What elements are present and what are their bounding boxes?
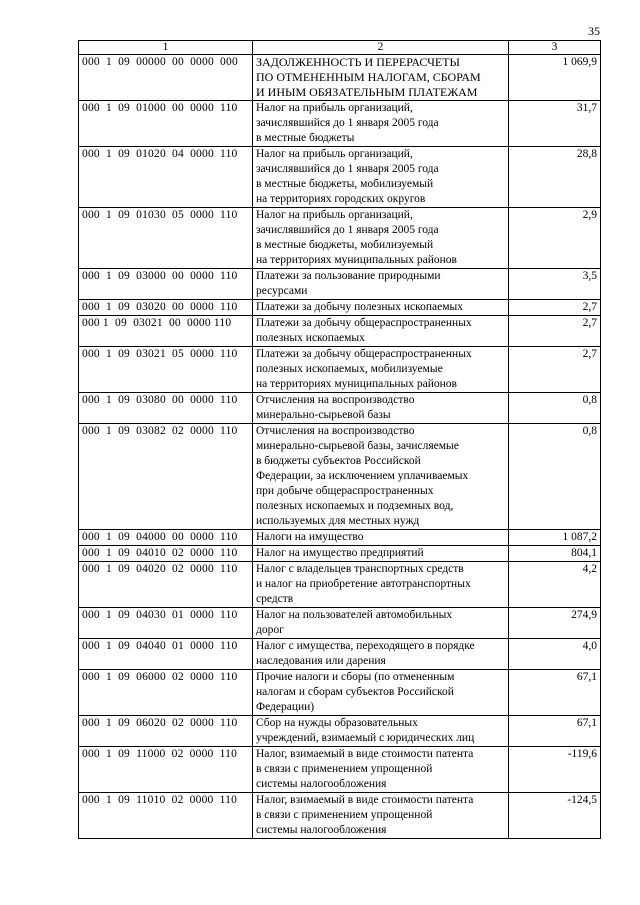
table-row — [79, 793, 601, 839]
table-row — [79, 393, 601, 424]
page-number: 35 — [588, 24, 600, 38]
item-name-cell: Налог, взимаемый в виде стоимости патента в связи с применением упрощенной системы налогообложения — [253, 793, 509, 839]
amount-cell: 0,8 — [509, 393, 601, 424]
item-name-cell: Платежи за пользование природными ресурсами — [253, 269, 509, 300]
table-row — [79, 562, 601, 608]
amount-cell: 2,7 — [509, 316, 601, 347]
budget-code-cell: 000 1 09 04000 00 0000 110 — [79, 530, 253, 546]
table-row — [79, 670, 601, 716]
item-name-cell: Сбор на нужды образовательных учреждений, взимаемый с юридических лиц — [253, 716, 509, 747]
amount-cell: 2,7 — [509, 300, 601, 316]
amount-cell: 2,7 — [509, 347, 601, 393]
table-row — [79, 300, 601, 316]
item-name-cell: Прочие налоги и сборы (по отмененным налогам и сборам субъектов Российской Федерации) — [253, 670, 509, 716]
item-name-cell: Налог на пользователей автомобильных дорог — [253, 608, 509, 639]
table-row — [79, 747, 601, 793]
budget-table — [78, 40, 601, 839]
amount-cell: 2,9 — [509, 208, 601, 269]
table-row — [79, 639, 601, 670]
budget-code-cell: 000 1 09 04010 02 0000 110 — [79, 546, 253, 562]
table-row — [79, 208, 601, 269]
table-row — [79, 347, 601, 393]
budget-code-cell: 000 1 09 06000 02 0000 110 — [79, 670, 253, 716]
amount-cell: 67,1 — [509, 716, 601, 747]
budget-code-cell: 000 1 09 03000 00 0000 110 — [79, 269, 253, 300]
amount-cell: 31,7 — [509, 101, 601, 147]
budget-code-cell: 000 1 09 03021 00 0000 110 — [79, 316, 253, 347]
amount-cell: 4,0 — [509, 639, 601, 670]
amount-cell: 274,9 — [509, 608, 601, 639]
item-name-cell: Налог на прибыль организаций, зачислявшийся до 1 января 2005 года в местные бюджеты, мобилизуемый на территориях городских округов — [253, 147, 509, 208]
budget-code-cell: 000 1 09 03021 05 0000 110 — [79, 347, 253, 393]
amount-cell: 4,2 — [509, 562, 601, 608]
amount-cell: 67,1 — [509, 670, 601, 716]
item-name-cell: Налоги на имущество — [253, 530, 509, 546]
table-row — [79, 147, 601, 208]
budget-code-cell: 000 1 09 11000 02 0000 110 — [79, 747, 253, 793]
budget-code-cell: 000 1 09 03080 00 0000 110 — [79, 393, 253, 424]
budget-code-cell: 000 1 09 04020 02 0000 110 — [79, 562, 253, 608]
amount-cell: 804,1 — [509, 546, 601, 562]
item-name-cell: ЗАДОЛЖЕННОСТЬ И ПЕРЕРАСЧЕТЫ ПО ОТМЕНЕННЫМ НАЛОГАМ, СБОРАМ И ИНЫМ ОБЯЗАТЕЛЬНЫМ ПЛАТЕЖАМ — [253, 55, 509, 101]
budget-code-cell: 000 1 09 01030 05 0000 110 — [79, 208, 253, 269]
table-row — [79, 101, 601, 147]
budget-code-cell: 000 1 09 03020 00 0000 110 — [79, 300, 253, 316]
column-header-amount: 3 — [509, 41, 601, 55]
item-name-cell: Отчисления на воспроизводство минерально-сырьевой базы, зачисляемые в бюджеты субъектов Российской Федерации, за исключением уплачиваемых при добыче общераспространенных полезных ископаемых и подземных вод, используемых для местных нужд — [253, 424, 509, 530]
budget-code-cell: 000 1 09 06020 02 0000 110 — [79, 716, 253, 747]
table-row — [79, 55, 601, 101]
item-name-cell: Налог с имущества, переходящего в порядке наследования или дарения — [253, 639, 509, 670]
budget-code-cell: 000 1 09 11010 02 0000 110 — [79, 793, 253, 839]
item-name-cell: Налог с владельцев транспортных средств и налог на приобретение автотранспортных средств — [253, 562, 509, 608]
item-name-cell: Налог на прибыль организаций, зачислявшийся до 1 января 2005 года в местные бюджеты, мобилизуемый на территориях муниципальных районов — [253, 208, 509, 269]
budget-code-cell: 000 1 09 01000 00 0000 110 — [79, 101, 253, 147]
item-name-cell: Платежи за добычу общераспространенных полезных ископаемых, мобилизуемые на территориях муниципальных районов — [253, 347, 509, 393]
budget-code-cell: 000 1 09 00000 00 0000 000 — [79, 55, 253, 101]
table-row — [79, 546, 601, 562]
budget-code-cell: 000 1 09 04040 01 0000 110 — [79, 639, 253, 670]
table-row — [79, 716, 601, 747]
column-header-code: 1 — [79, 41, 253, 55]
budget-code-cell: 000 1 09 03082 02 0000 110 — [79, 424, 253, 530]
amount-cell: 0,8 — [509, 424, 601, 530]
item-name-cell: Отчисления на воспроизводство минерально-сырьевой базы — [253, 393, 509, 424]
budget-code-cell: 000 1 09 01020 04 0000 110 — [79, 147, 253, 208]
item-name-cell: Налог на имущество предприятий — [253, 546, 509, 562]
amount-cell: -124,5 — [509, 793, 601, 839]
table-row — [79, 269, 601, 300]
item-name-cell: Платежи за добычу общераспространенных полезных ископаемых — [253, 316, 509, 347]
table-row — [79, 530, 601, 546]
budget-code-cell: 000 1 09 04030 01 0000 110 — [79, 608, 253, 639]
amount-cell: 3,5 — [509, 269, 601, 300]
amount-cell: 1 069,9 — [509, 55, 601, 101]
item-name-cell: Налог, взимаемый в виде стоимости патента в связи с применением упрощенной системы налогообложения — [253, 747, 509, 793]
table-row — [79, 608, 601, 639]
amount-cell: 1 087,2 — [509, 530, 601, 546]
amount-cell: 28,8 — [509, 147, 601, 208]
table-header-row — [79, 41, 601, 55]
item-name-cell: Платежи за добычу полезных ископаемых — [253, 300, 509, 316]
amount-cell: -119,6 — [509, 747, 601, 793]
item-name-cell: Налог на прибыль организаций, зачислявшийся до 1 января 2005 года в местные бюджеты — [253, 101, 509, 147]
table-row — [79, 316, 601, 347]
column-header-name: 2 — [253, 41, 509, 55]
table-row — [79, 424, 601, 530]
